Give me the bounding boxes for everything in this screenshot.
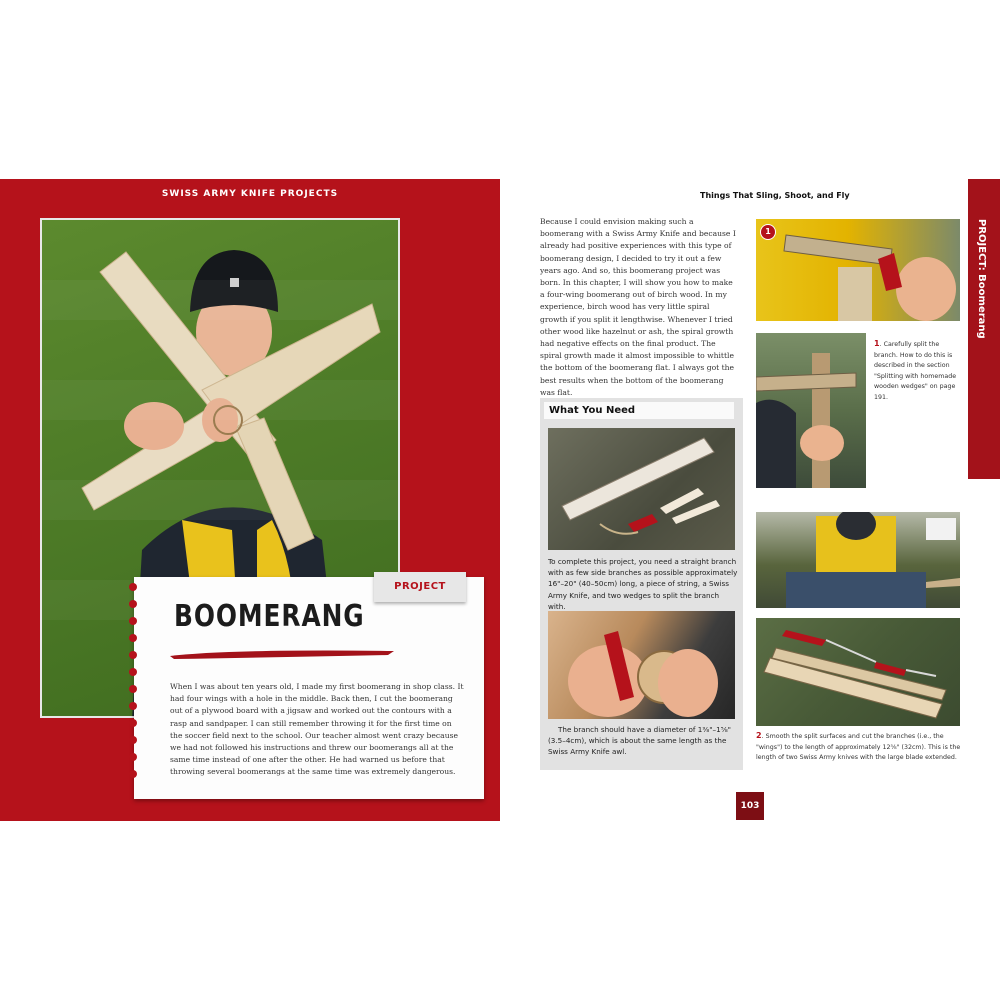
- step2-smoothing-photo: [756, 512, 960, 608]
- running-header-right: Things That Sling, Shoot, and Fly: [700, 191, 850, 200]
- project-title: BOOMERANG: [174, 599, 365, 634]
- page-number: 103: [736, 792, 764, 820]
- notebook-holes: [129, 583, 139, 793]
- project-intro-text: When I was about ten years old, I made my first boomerang in shop class. It had four wings with a hole in the middle. Back then, I cut the boomerang out of a plywood board with a jigsaw and worked out the contours with a rasp and sandpaper. I can still remember throwing it for the first time on the soccer field next to the school. Our teacher almost went crazy because we had not followed his instructions and threw our boomerangs all at the same time instead of one after the other. He had warned us before that throwing several boomerangs at the same time was extremely dangerous.: [170, 682, 464, 777]
- step2-measure-photo: [756, 618, 960, 726]
- what-you-need-heading: What You Need: [544, 402, 734, 419]
- side-tab-label: PROJECT: Boomerang: [976, 219, 987, 339]
- step1-badge: 1: [760, 224, 776, 240]
- running-header-left: SWISS ARMY KNIFE PROJECTS: [161, 189, 339, 199]
- what-you-need-box: [540, 398, 743, 770]
- chapter-side-tab: [968, 179, 1000, 479]
- project-tag: PROJECT: [374, 572, 466, 602]
- chapter-intro-text: Because I could envision making such a boomerang with a Swiss Army Knife and because I already had positive experiences with this type of boomerang design, I decided to try it out a few years ago. And so, this boomerang project was born. In this chapter, I will show you how to make a four-wing boomerang out of birch wood. In my experience, birch wood has very little spiral growth if you split it lengthwise. Whenever I tried other wood like hazelnut or ash, the spiral growth had negative effects on the final product. The spiral growth made it almost impossible to whittle the bottom of the boomerang flat. I always got the best results when the bottom of the boomerang was flat.: [540, 217, 736, 397]
- left-page: [0, 179, 500, 821]
- step1-wedge-photo: [756, 333, 866, 488]
- step1-split-photo: [756, 219, 960, 321]
- diameter-caption: The branch should have a diameter of 1⅜"–1⅝" (3.5–4cm), which is about the same length as the Swiss Army Knife awl.: [548, 725, 731, 757]
- materials-photo: [548, 428, 735, 550]
- branch-diameter-photo: [548, 611, 735, 719]
- step2-caption: 2. Smooth the split surfaces and cut the branches (i.e., the "wings") to the length of approximately 12⅝" (32cm). This is the length of two Swiss Army knives with the large blade extended.: [756, 731, 961, 761]
- materials-caption: To complete this project, you need a straight branch with as few side branches as possible approximately 16"–20" (40–50cm) long, a piece of string, a Swiss Army Knife, and two wedges to split the branch with.: [548, 557, 738, 611]
- project-intro-card: [134, 577, 484, 799]
- brush-stroke-underline: [170, 647, 394, 659]
- step1-caption: 1. Carefully split the branch. How to do this is described in the section "Splitting with homemade wooden wedges" on page 191.: [874, 339, 957, 401]
